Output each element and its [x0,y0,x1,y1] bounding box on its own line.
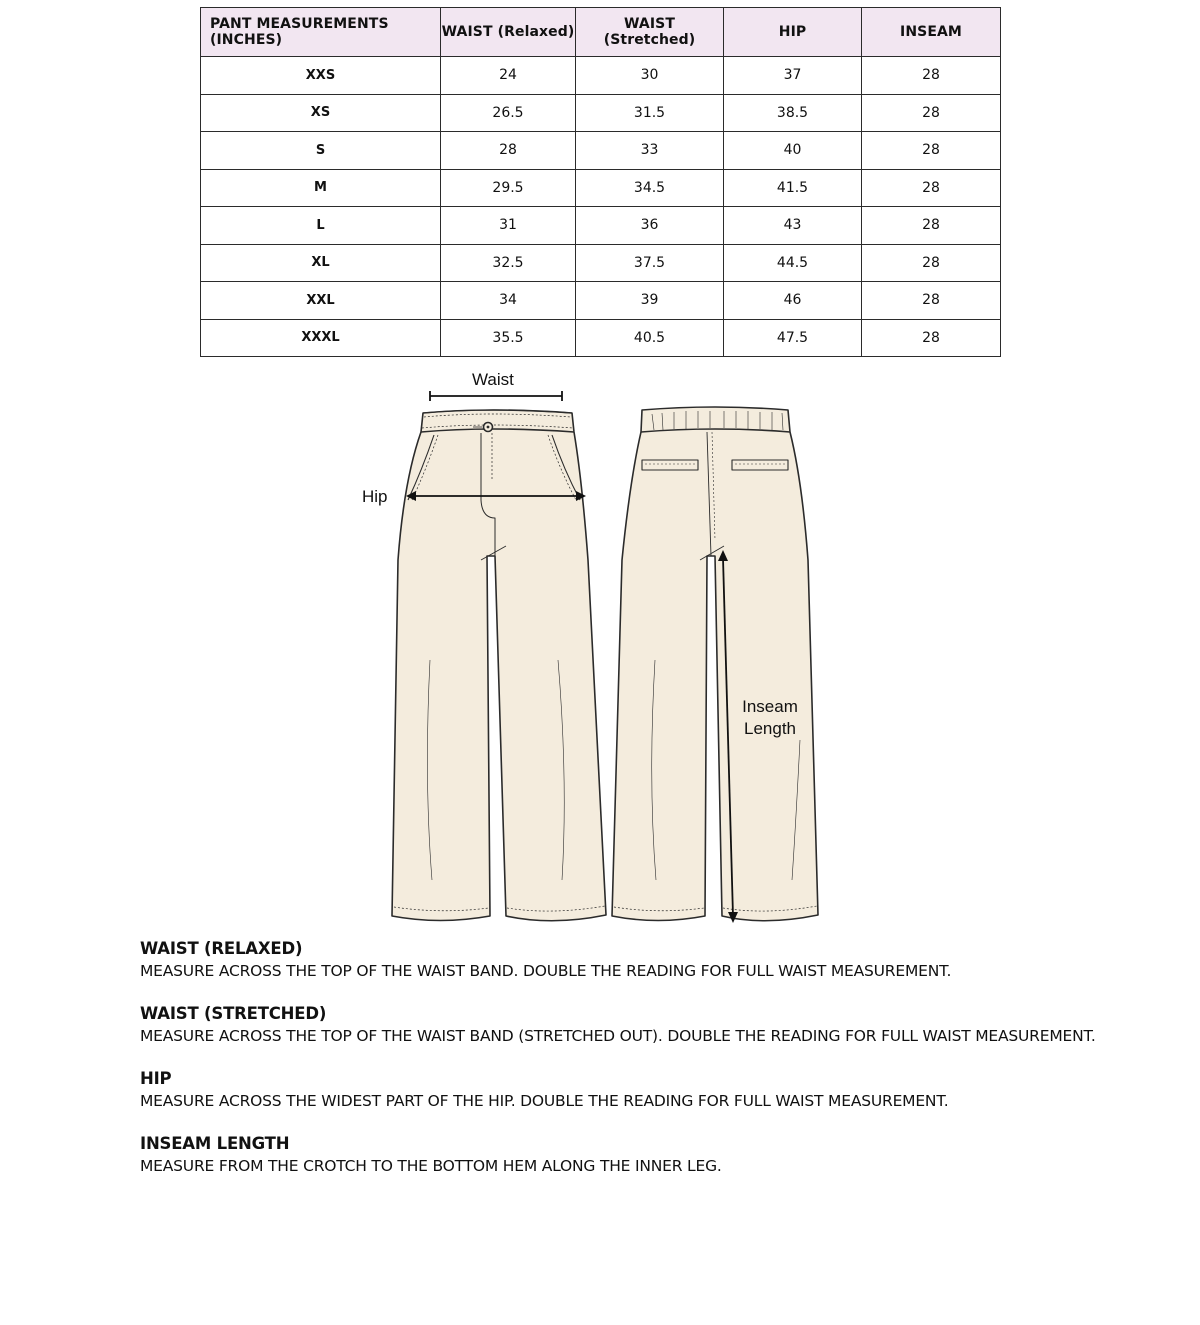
table-row [201,282,1001,320]
table-row [201,169,1001,207]
size-cell: S [201,132,441,170]
measurement-instructions [140,938,1180,1198]
inseam-cell: 28 [862,57,1001,95]
instruction-title: INSEAM LENGTH [140,1134,290,1153]
instruction-title: HIP [140,1069,172,1088]
instruction-hip [140,1068,1180,1112]
waist-relaxed-cell: 34 [441,282,576,320]
waist-relaxed-cell: 29.5 [441,169,576,207]
waist-label: Waist [472,370,514,389]
hip-cell: 43 [724,207,862,245]
pants-illustration [340,360,840,935]
pants-back-view [612,407,818,921]
size-cell: XXXL [201,319,441,357]
table-row [201,319,1001,357]
inseam-cell: 28 [862,244,1001,282]
waist-stretched-cell: 40.5 [576,319,724,357]
inseam-cell: 28 [862,207,1001,245]
inseam-cell: 28 [862,319,1001,357]
table-row [201,132,1001,170]
waist-stretched-cell: 33 [576,132,724,170]
instruction-body: MEASURE ACROSS THE WIDEST PART OF THE HIP. DOUBLE THE READING FOR FULL WAIST MEASUREMENT. [140,1092,949,1110]
table-row [201,244,1001,282]
hip-cell: 44.5 [724,244,862,282]
size-cell: XXS [201,57,441,95]
inseam-label-line2: Length [744,719,796,738]
hip-cell: 40 [724,132,862,170]
size-cell: L [201,207,441,245]
hip-label: Hip [362,487,388,506]
hip-cell: 38.5 [724,94,862,132]
instruction-body: MEASURE FROM THE CROTCH TO THE BOTTOM HEM ALONG THE INNER LEG. [140,1157,722,1175]
inseam-cell: 28 [862,94,1001,132]
waist-stretched-cell: 39 [576,282,724,320]
hip-cell: 37 [724,57,862,95]
waist-stretched-cell: 36 [576,207,724,245]
inseam-label-line1: Inseam [742,697,798,716]
waist-stretched-cell: 31.5 [576,94,724,132]
instruction-waist-stretched [140,1003,1180,1047]
waist-relaxed-cell: 32.5 [441,244,576,282]
inseam-length-label [740,696,800,740]
header-hip: HIP [724,8,862,57]
pants-measurement-diagram [340,360,840,935]
size-chart-table [200,7,1001,357]
waist-stretched-cell: 34.5 [576,169,724,207]
instruction-body: MEASURE ACROSS THE TOP OF THE WAIST BAND (STRETCHED OUT). DOUBLE THE READING FOR FULL WAIST MEASUREMENT. [140,1027,1096,1045]
table-row [201,207,1001,245]
inseam-cell: 28 [862,282,1001,320]
table-row [201,57,1001,95]
header-inseam: INSEAM [862,8,1001,57]
instruction-inseam-length [140,1133,1180,1177]
waist-relaxed-cell: 26.5 [441,94,576,132]
table-row [201,94,1001,132]
size-cell: M [201,169,441,207]
waist-relaxed-cell: 31 [441,207,576,245]
header-waist-stretched: WAIST (Stretched) [576,8,724,57]
inseam-cell: 28 [862,169,1001,207]
waist-stretched-cell: 30 [576,57,724,95]
header-size: PANT MEASUREMENTS (INCHES) [201,8,441,57]
inseam-cell: 28 [862,132,1001,170]
size-cell: XXL [201,282,441,320]
waist-relaxed-cell: 24 [441,57,576,95]
hip-cell: 46 [724,282,862,320]
pants-front-view [392,410,606,921]
instruction-title: WAIST (RELAXED) [140,939,303,958]
hip-cell: 47.5 [724,319,862,357]
hip-cell: 41.5 [724,169,862,207]
size-cell: XS [201,94,441,132]
waist-stretched-cell: 37.5 [576,244,724,282]
instruction-title: WAIST (STRETCHED) [140,1004,327,1023]
waist-relaxed-cell: 35.5 [441,319,576,357]
instruction-body: MEASURE ACROSS THE TOP OF THE WAIST BAND. DOUBLE THE READING FOR FULL WAIST MEASUREMENT. [140,962,952,980]
instruction-waist-relaxed [140,938,1180,982]
table-header-row [201,8,1001,57]
header-waist-relaxed: WAIST (Relaxed) [441,8,576,57]
size-cell: XL [201,244,441,282]
waist-relaxed-cell: 28 [441,132,576,170]
